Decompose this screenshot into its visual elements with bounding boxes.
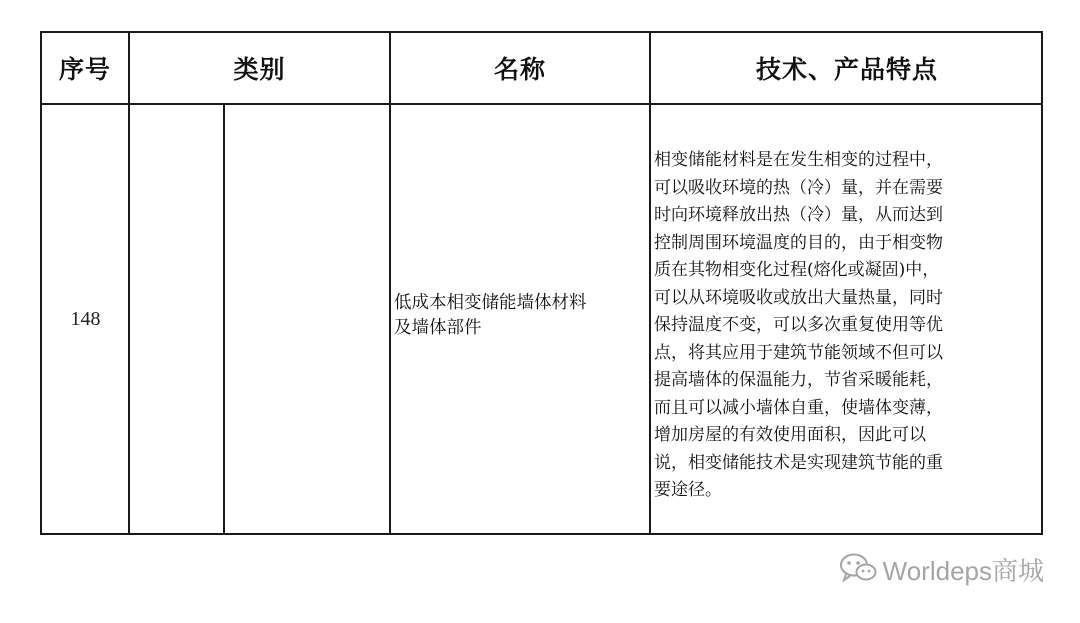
feature-line: 要途径。: [654, 480, 722, 500]
cell-category-1: [130, 105, 223, 533]
wechat-icon: [839, 552, 877, 588]
feature-line: 而且可以减小墙体自重，使墙体变薄，: [654, 397, 943, 418]
header-seq-label: 序号: [58, 55, 111, 84]
watermark-text: Worldeps商城: [882, 556, 1044, 586]
cell-seq: 148: [70, 307, 101, 330]
cell-name: 低成本相变储能墙体材料 及墙体部件: [394, 293, 587, 338]
feature-line: 质在其物相变化过程(熔化或凝固)中，: [654, 260, 940, 280]
column-divider: [649, 33, 651, 533]
feature-line: 点，将其应用于建筑节能领域不但可以: [654, 342, 943, 363]
header-name: [391, 33, 649, 103]
header-category: [130, 33, 389, 103]
feature-line: 说，相变储能技术是实现建筑节能的重: [654, 452, 943, 473]
cell-category-2: [225, 105, 389, 533]
header-features-label: 技术、产品特点: [755, 55, 938, 84]
feature-line: 可以吸收环境的热（冷）量，并在需要: [654, 177, 943, 198]
feature-line: 保持温度不变，可以多次重复使用等优: [654, 315, 943, 335]
header-seq: [42, 33, 128, 103]
cell-features: [654, 147, 1034, 505]
feature-line: 控制周围环境温度的目的，由于相变物: [654, 232, 943, 253]
watermark: [839, 551, 1044, 588]
product-table: [40, 31, 1043, 535]
header-category-label: 类别: [233, 55, 286, 84]
feature-line: 提高墙体的保温能力，节省采暖能耗，: [654, 370, 943, 390]
column-divider: [389, 33, 391, 533]
header-name-label: 名称: [493, 55, 546, 84]
feature-line: 相变储能材料是在发生相变的过程中，: [654, 150, 943, 170]
feature-line: 可以从环境吸收或放出大量热量，同时: [654, 287, 943, 308]
feature-line: 时向环境释放出热（冷）量，从而达到: [654, 205, 943, 225]
header-features: [651, 33, 1043, 103]
feature-line: 增加房屋的有效使用面积，因此可以: [654, 425, 926, 445]
